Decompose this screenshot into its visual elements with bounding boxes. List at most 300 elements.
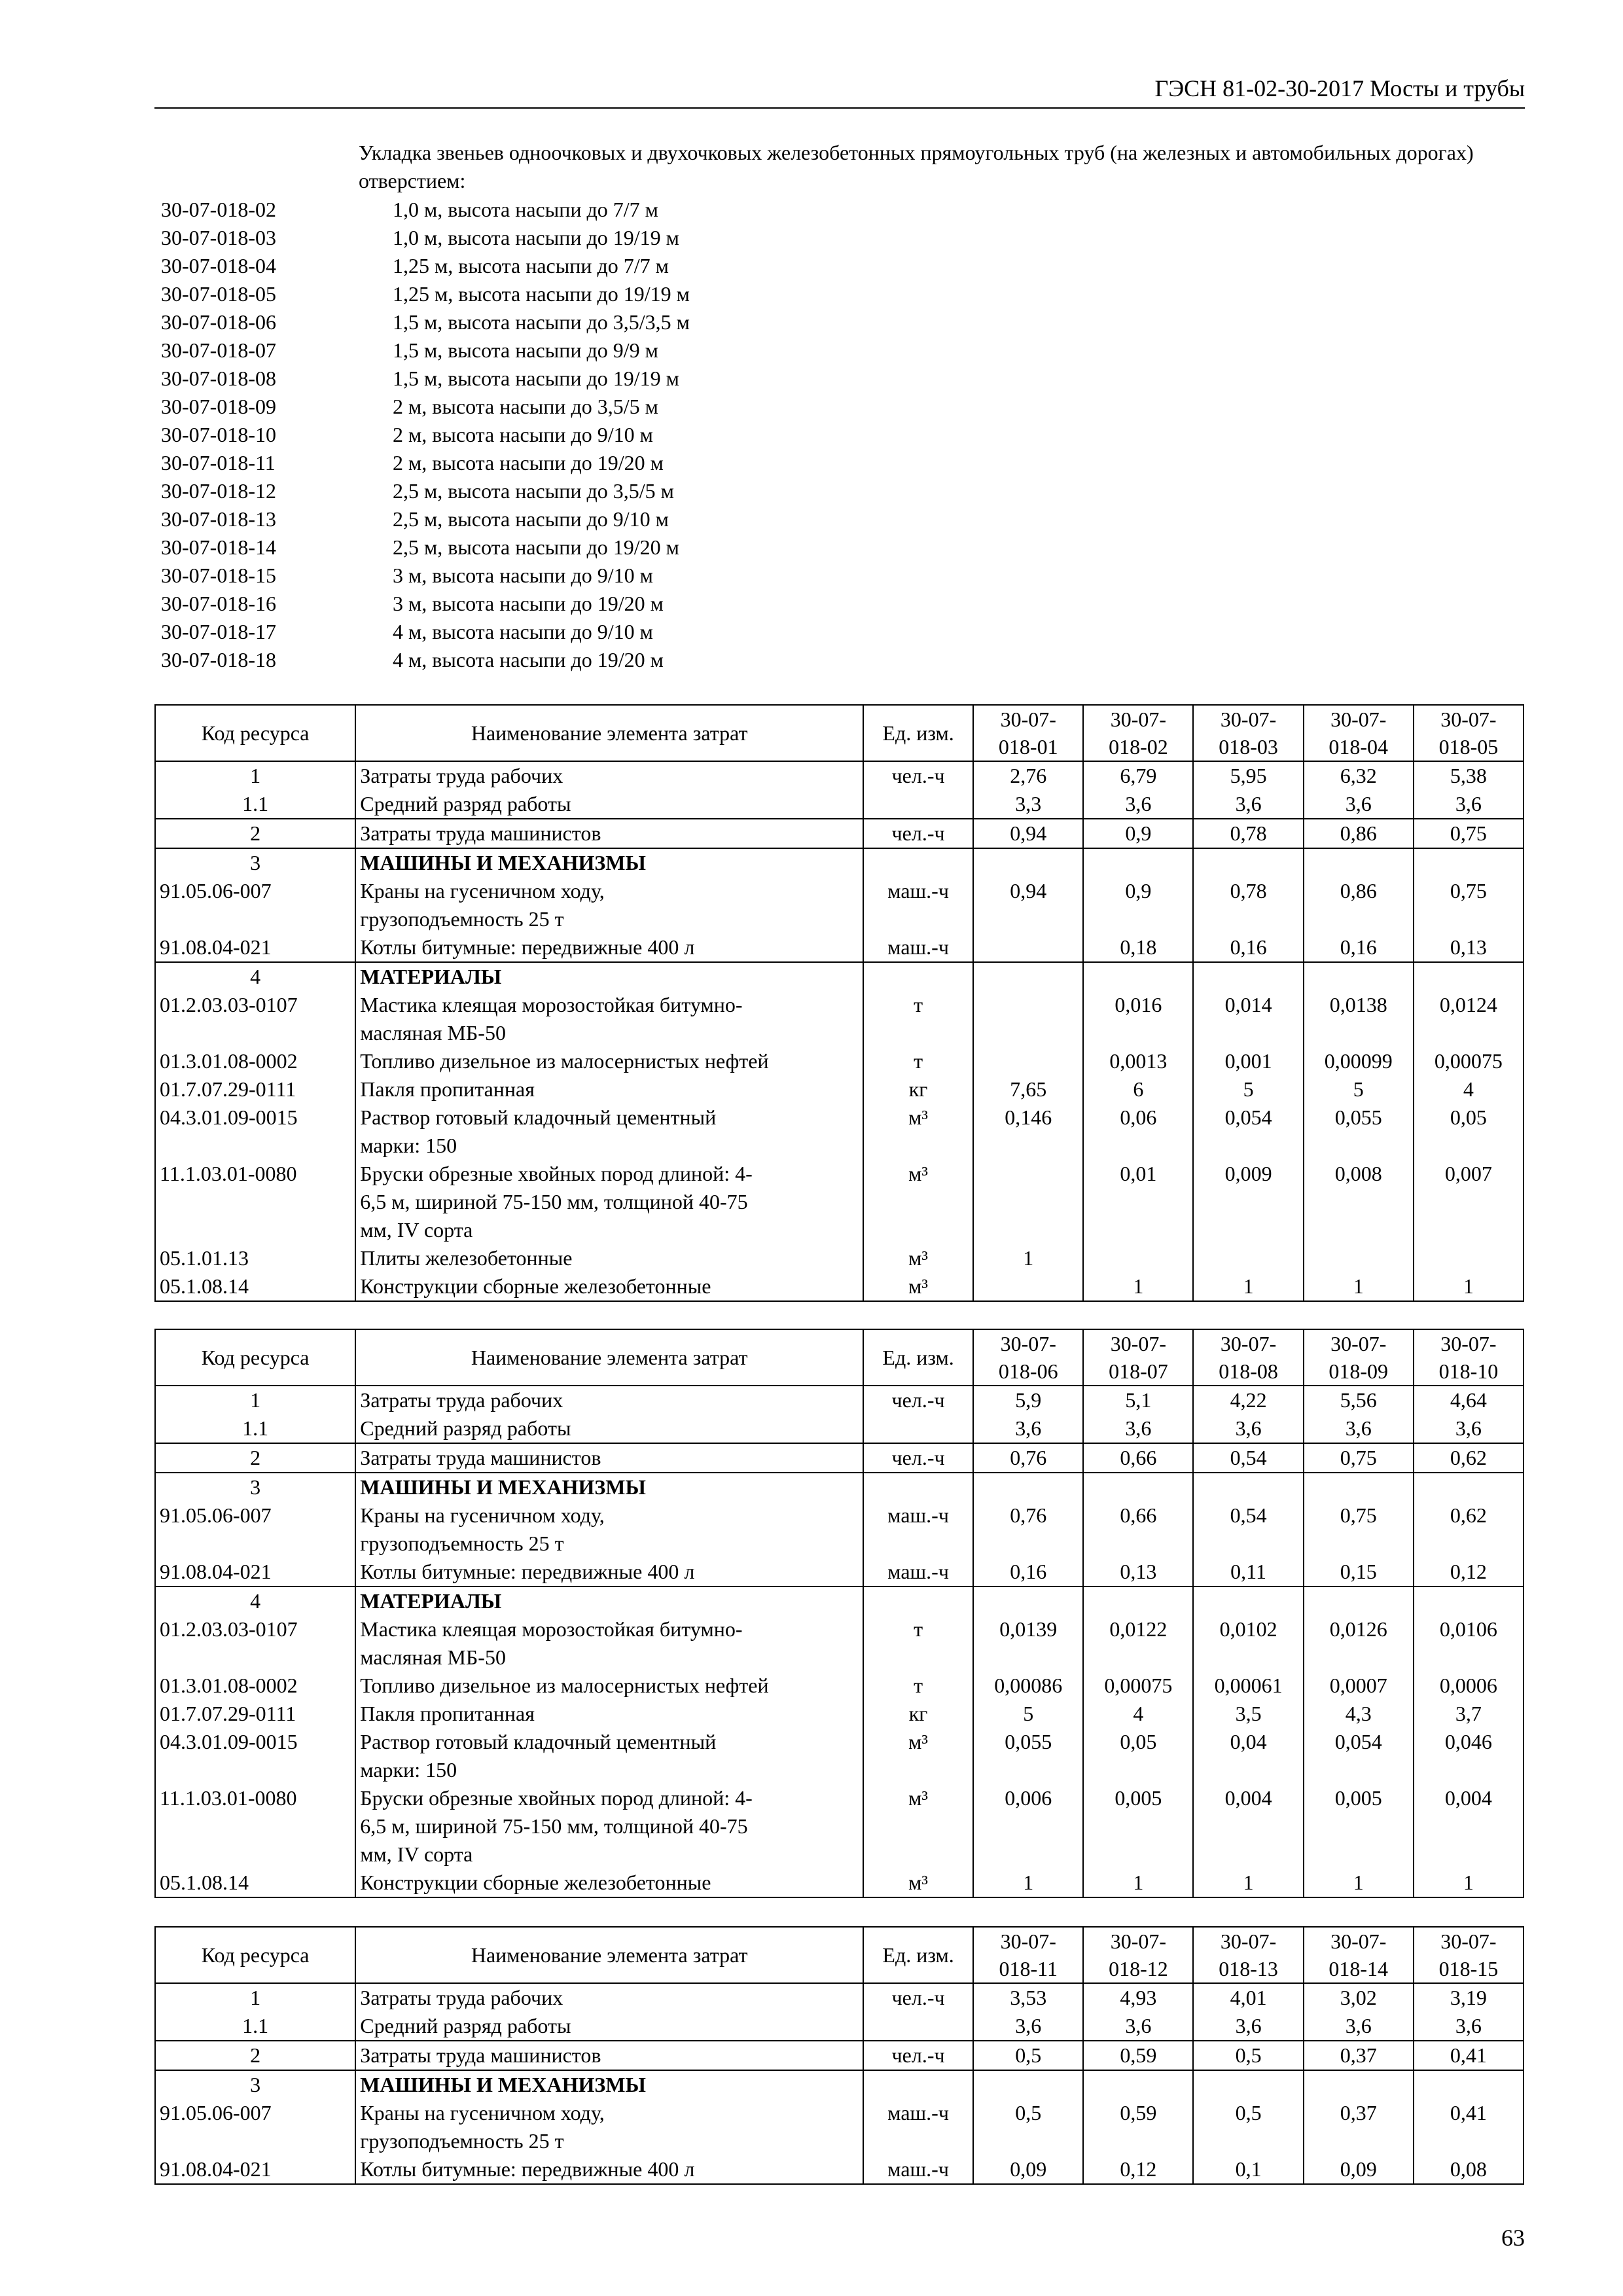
code-description: 2 м, высота насыпи до 3,5/5 м: [393, 395, 658, 418]
resource-value: 0,005: [1083, 1784, 1193, 1869]
resource-name: МАТЕРИАЛЫ: [355, 1587, 863, 1615]
resource-unit: маш.-ч: [863, 1501, 973, 1558]
resource-value: 0,76: [973, 1501, 1083, 1558]
resource-unit: т: [863, 1047, 973, 1075]
resource-value: 0,001: [1193, 1047, 1303, 1075]
resource-code: 2: [155, 819, 355, 848]
table-row: [155, 933, 1524, 962]
resource-value: 6,32: [1304, 761, 1414, 790]
resource-name: МАШИНЫ И МЕХАНИЗМЫ: [355, 2070, 863, 2099]
resource-unit: маш.-ч: [863, 1558, 973, 1587]
resource-value: 6: [1083, 1075, 1193, 1103]
resource-value: 3,6: [1414, 1414, 1524, 1443]
resource-value: 0,0006: [1414, 1672, 1524, 1700]
resource-value: 3,6: [1083, 1414, 1193, 1443]
resource-value: 3,6: [1414, 2012, 1524, 2041]
resource-value: [1304, 1587, 1414, 1615]
resource-value: 0,00075: [1083, 1672, 1193, 1700]
header-norm-code: 30-07- 018-02: [1083, 705, 1193, 761]
resource-value: 4,22: [1193, 1386, 1303, 1414]
resource-value: 0,1: [1193, 2155, 1303, 2184]
resource-value: 0,009: [1193, 1160, 1303, 1244]
table-row: [155, 1443, 1524, 1473]
resource-name: Мастика клеящая морозостойкая битумно- масляная МБ-50: [355, 1615, 863, 1672]
table-row: [155, 1272, 1524, 1301]
resource-value: 3,53: [973, 1983, 1083, 2012]
resource-value: 0,0126: [1304, 1615, 1414, 1672]
header-norm-code: 30-07- 018-13: [1193, 1927, 1303, 1983]
resource-name: Мастика клеящая морозостойкая битумно- масляная МБ-50: [355, 991, 863, 1047]
resource-name: Краны на гусеничном ходу, грузоподъемность 25 т: [355, 877, 863, 933]
resource-value: 4,3: [1304, 1700, 1414, 1728]
resource-name: МАШИНЫ И МЕХАНИЗМЫ: [355, 848, 863, 877]
code-number: 30-07-018-02: [161, 198, 276, 221]
resource-code: 01.7.07.29-0111: [155, 1075, 355, 1103]
resource-code: 91.08.04-021: [155, 2155, 355, 2184]
resource-value: 0,0139: [973, 1615, 1083, 1672]
resource-value: 0,75: [1414, 877, 1524, 933]
resource-value: 2,76: [973, 761, 1083, 790]
resource-unit: кг: [863, 1075, 973, 1103]
resource-value: 0,046: [1414, 1728, 1524, 1784]
resource-value: 0,62: [1414, 1501, 1524, 1558]
resource-value: 1: [1083, 1272, 1193, 1301]
resource-name: Краны на гусеничном ходу, грузоподъемность 25 т: [355, 1501, 863, 1558]
resource-value: 0,86: [1304, 877, 1414, 933]
code-list-item: [161, 477, 1077, 505]
resource-code: 91.05.06-007: [155, 877, 355, 933]
table-header-row: [155, 1329, 1524, 1386]
resource-unit: [863, 2012, 973, 2041]
code-number: 30-07-018-05: [161, 282, 276, 306]
resource-value: 1: [1193, 1272, 1303, 1301]
page-header: [154, 71, 1525, 109]
code-list-item: [161, 590, 1077, 618]
table-row: [155, 1386, 1524, 1414]
resource-unit: чел.-ч: [863, 1386, 973, 1414]
table-row: [155, 991, 1524, 1047]
resource-value: 0,08: [1414, 2155, 1524, 2184]
resource-value: [1414, 848, 1524, 877]
resource-unit: маш.-ч: [863, 2099, 973, 2155]
resource-value: 3,7: [1414, 1700, 1524, 1728]
header-norm-code: 30-07- 018-10: [1414, 1329, 1524, 1386]
resource-value: 3,6: [1304, 2012, 1414, 2041]
resource-name: Котлы битумные: передвижные 400 л: [355, 933, 863, 962]
resource-value: 0,0013: [1083, 1047, 1193, 1075]
resource-value: 0,15: [1304, 1558, 1414, 1587]
resource-value: 0,16: [1304, 933, 1414, 962]
resource-unit: чел.-ч: [863, 819, 973, 848]
resource-unit: т: [863, 1672, 973, 1700]
table-row: [155, 1784, 1524, 1869]
code-description: 2 м, высота насыпи до 19/20 м: [393, 451, 664, 475]
resource-code: 3: [155, 2070, 355, 2099]
resource-code: 01.2.03.03-0107: [155, 1615, 355, 1672]
resource-value: 0,37: [1304, 2099, 1414, 2155]
code-description: 1,0 м, высота насыпи до 7/7 м: [393, 198, 658, 221]
resource-value: 5: [973, 1700, 1083, 1728]
page-number: 63: [1501, 2225, 1525, 2251]
header-norm-code: 30-07- 018-07: [1083, 1329, 1193, 1386]
resource-value: 0,5: [973, 2099, 1083, 2155]
header-norm-code: 30-07- 018-08: [1193, 1329, 1303, 1386]
resource-code: 4: [155, 962, 355, 991]
resource-name: Плиты железобетонные: [355, 1244, 863, 1272]
table-row: [155, 1700, 1524, 1728]
resource-value: 5: [1193, 1075, 1303, 1103]
resource-value: 3,6: [1193, 790, 1303, 819]
resource-unit: чел.-ч: [863, 1983, 973, 2012]
resource-code: 1.1: [155, 790, 355, 819]
resource-unit: м³: [863, 1869, 973, 1897]
resource-value: 3,6: [973, 1414, 1083, 1443]
resource-unit: маш.-ч: [863, 933, 973, 962]
resource-value: [973, 1473, 1083, 1501]
code-list-item: [161, 421, 1077, 449]
table-row: [155, 877, 1524, 933]
code-description: 1,25 м, высота насыпи до 19/19 м: [393, 282, 690, 306]
table-row: [155, 2041, 1524, 2070]
code-description: 1,25 м, высота насыпи до 7/7 м: [393, 254, 669, 278]
resource-name: Котлы битумные: передвижные 400 л: [355, 1558, 863, 1587]
resource-value: 0,9: [1083, 877, 1193, 933]
table-row: [155, 1672, 1524, 1700]
code-number: 30-07-018-12: [161, 479, 276, 503]
resource-name: Топливо дизельное из малосернистых нефтей: [355, 1047, 863, 1075]
resource-name: Затраты труда машинистов: [355, 1443, 863, 1473]
resource-value: [1304, 848, 1414, 877]
resource-code: 04.3.01.09-0015: [155, 1728, 355, 1784]
code-list-item: [161, 449, 1077, 477]
resource-value: 0,00086: [973, 1672, 1083, 1700]
resource-value: [973, 1160, 1083, 1244]
resource-name: Раствор готовый кладочный цементный марки: 150: [355, 1728, 863, 1784]
resource-value: 0,59: [1083, 2041, 1193, 2070]
code-description: 4 м, высота насыпи до 19/20 м: [393, 648, 664, 672]
table-row: [155, 1558, 1524, 1587]
resource-value: [1414, 1587, 1524, 1615]
resource-value: 0,75: [1304, 1443, 1414, 1473]
resource-name: Бруски обрезные хвойных пород длиной: 4- 6,5 м, шириной 75-150 мм, толщиной 40-75 мм, IV сорта: [355, 1784, 863, 1869]
table-row: [155, 1103, 1524, 1160]
resource-code: 4: [155, 1587, 355, 1615]
resource-value: [973, 1272, 1083, 1301]
resource-code: 1: [155, 1983, 355, 2012]
resource-code: 1.1: [155, 2012, 355, 2041]
table-row: [155, 1869, 1524, 1897]
resource-value: 4,64: [1414, 1386, 1524, 1414]
code-number: 30-07-018-13: [161, 507, 276, 531]
resource-value: [1414, 1244, 1524, 1272]
code-description: 2,5 м, высота насыпи до 19/20 м: [393, 535, 679, 559]
resource-value: 0,0138: [1304, 991, 1414, 1047]
header-norm-code: 30-07- 018-01: [973, 705, 1083, 761]
code-number: 30-07-018-03: [161, 226, 276, 249]
resource-name: Средний разряд работы: [355, 2012, 863, 2041]
resource-value: 0,5: [1193, 2041, 1303, 2070]
resource-value: 0,66: [1083, 1501, 1193, 1558]
header-unit: Ед. изм.: [863, 705, 973, 761]
resource-value: 5,95: [1193, 761, 1303, 790]
code-list-item: [161, 618, 1077, 646]
resource-value: 7,65: [973, 1075, 1083, 1103]
resource-name: Топливо дизельное из малосернистых нефтей: [355, 1672, 863, 1700]
table-row: [155, 819, 1524, 848]
resource-value: [973, 991, 1083, 1047]
resource-value: 0,94: [973, 819, 1083, 848]
resource-value: 0,055: [1304, 1103, 1414, 1160]
resource-unit: м³: [863, 1103, 973, 1160]
code-list-item: [161, 252, 1077, 280]
resource-value: 0,12: [1083, 2155, 1193, 2184]
resource-unit: м³: [863, 1728, 973, 1784]
resource-value: 3,6: [1414, 790, 1524, 819]
resource-unit: т: [863, 1615, 973, 1672]
resource-value: [1083, 2070, 1193, 2099]
resource-value: 0,94: [973, 877, 1083, 933]
resource-code: 04.3.01.09-0015: [155, 1103, 355, 1160]
resource-value: 1: [1304, 1869, 1414, 1897]
resource-value: 0,13: [1414, 933, 1524, 962]
resource-value: 4: [1083, 1700, 1193, 1728]
resource-unit: [863, 2070, 973, 2099]
code-description: 1,0 м, высота насыпи до 19/19 м: [393, 226, 679, 249]
header-norm-code: 30-07- 018-11: [973, 1927, 1083, 1983]
header-norm-code: 30-07- 018-15: [1414, 1927, 1524, 1983]
resource-value: 0,04: [1193, 1728, 1303, 1784]
resource-value: 0,09: [973, 2155, 1083, 2184]
resource-code: 91.08.04-021: [155, 1558, 355, 1587]
resource-table-1: [154, 704, 1524, 1302]
resource-value: 1: [1193, 1869, 1303, 1897]
resource-name: МАШИНЫ И МЕХАНИЗМЫ: [355, 1473, 863, 1501]
resource-code: 11.1.03.01-0080: [155, 1784, 355, 1869]
resource-name: Пакля пропитанная: [355, 1700, 863, 1728]
resource-value: [973, 848, 1083, 877]
table-row: [155, 1047, 1524, 1075]
resource-value: 0,00075: [1414, 1047, 1524, 1075]
code-number: 30-07-018-10: [161, 423, 276, 446]
resource-code: 1.1: [155, 1414, 355, 1443]
resource-value: 0,78: [1193, 819, 1303, 848]
header-norm-code: 30-07- 018-14: [1304, 1927, 1414, 1983]
table-row: [155, 790, 1524, 819]
resource-name: Бруски обрезные хвойных пород длиной: 4- 6,5 м, шириной 75-150 мм, толщиной 40-75 мм, IV сорта: [355, 1160, 863, 1244]
code-number: 30-07-018-15: [161, 564, 276, 587]
resource-value: 0,008: [1304, 1160, 1414, 1244]
resource-unit: [863, 848, 973, 877]
resource-name: Котлы битумные: передвижные 400 л: [355, 2155, 863, 2184]
resource-value: [1414, 962, 1524, 991]
resource-name: Затраты труда рабочих: [355, 1983, 863, 2012]
resource-value: [1083, 1244, 1193, 1272]
resource-value: 0,0106: [1414, 1615, 1524, 1672]
resource-value: 3,02: [1304, 1983, 1414, 2012]
table-header-row: [155, 705, 1524, 761]
resource-value: 5,9: [973, 1386, 1083, 1414]
resource-unit: м³: [863, 1784, 973, 1869]
code-number: 30-07-018-08: [161, 367, 276, 390]
resource-value: [1414, 2070, 1524, 2099]
code-list-item: [161, 365, 1077, 393]
resource-unit: м³: [863, 1272, 973, 1301]
resource-value: 0,66: [1083, 1443, 1193, 1473]
resource-value: [1304, 1473, 1414, 1501]
resource-value: [1193, 2070, 1303, 2099]
resource-name: Пакля пропитанная: [355, 1075, 863, 1103]
resource-value: 0,5: [973, 2041, 1083, 2070]
resource-unit: кг: [863, 1700, 973, 1728]
resource-value: [973, 1587, 1083, 1615]
resource-value: 3,3: [973, 790, 1083, 819]
code-number: 30-07-018-07: [161, 338, 276, 362]
resource-unit: чел.-ч: [863, 761, 973, 790]
resource-value: 0,11: [1193, 1558, 1303, 1587]
resource-value: 0,5: [1193, 2099, 1303, 2155]
header-norm-code: 30-07- 018-09: [1304, 1329, 1414, 1386]
resource-value: 5,38: [1414, 761, 1524, 790]
resource-value: 0,06: [1083, 1103, 1193, 1160]
resource-value: 5,56: [1304, 1386, 1414, 1414]
resource-value: 5: [1304, 1075, 1414, 1103]
resource-code: 01.7.07.29-0111: [155, 1700, 355, 1728]
resource-value: 0,004: [1414, 1784, 1524, 1869]
resource-table-2: [154, 1329, 1524, 1898]
resource-code: 11.1.03.01-0080: [155, 1160, 355, 1244]
code-description: 2,5 м, высота насыпи до 3,5/5 м: [393, 479, 674, 503]
resource-value: 0,62: [1414, 1443, 1524, 1473]
resource-unit: [863, 1473, 973, 1501]
resource-value: 0,59: [1083, 2099, 1193, 2155]
table-row: [155, 2012, 1524, 2041]
resource-code: 91.05.06-007: [155, 2099, 355, 2155]
resource-name: Конструкции сборные железобетонные: [355, 1869, 863, 1897]
resource-name: Затраты труда рабочих: [355, 1386, 863, 1414]
code-list-item: [161, 308, 1077, 336]
table-row: [155, 2155, 1524, 2184]
code-number: 30-07-018-06: [161, 310, 276, 334]
resource-value: 0,004: [1193, 1784, 1303, 1869]
table-row: [155, 1160, 1524, 1244]
resource-value: 1: [1083, 1869, 1193, 1897]
resource-value: 0,76: [973, 1443, 1083, 1473]
resource-value: 4: [1414, 1075, 1524, 1103]
table-row: [155, 1587, 1524, 1615]
resource-value: 0,146: [973, 1103, 1083, 1160]
code-description: 4 м, высота насыпи до 9/10 м: [393, 620, 653, 643]
resource-value: 0,12: [1414, 1558, 1524, 1587]
table-row: [155, 1244, 1524, 1272]
resource-unit: маш.-ч: [863, 877, 973, 933]
resource-value: 0,006: [973, 1784, 1083, 1869]
table-row: [155, 1501, 1524, 1558]
header-name: Наименование элемента затрат: [355, 1329, 863, 1386]
resource-code: 1: [155, 1386, 355, 1414]
resource-value: [1304, 1244, 1414, 1272]
header-norm-code: 30-07- 018-03: [1193, 705, 1303, 761]
resource-value: 3,6: [1083, 2012, 1193, 2041]
resource-name: Краны на гусеничном ходу, грузоподъемность 25 т: [355, 2099, 863, 2155]
resource-value: [1083, 848, 1193, 877]
document-title: ГЭСН 81-02-30-2017 Мосты и трубы: [1154, 75, 1525, 101]
resource-value: 0,014: [1193, 991, 1303, 1047]
resource-value: 3,6: [1083, 790, 1193, 819]
resource-value: 0,54: [1193, 1501, 1303, 1558]
resource-unit: маш.-ч: [863, 2155, 973, 2184]
code-description: 2,5 м, высота насыпи до 9/10 м: [393, 507, 669, 531]
resource-value: 0,055: [973, 1728, 1083, 1784]
resource-value: 4,93: [1083, 1983, 1193, 2012]
resource-code: 01.3.01.08-0002: [155, 1672, 355, 1700]
table-row: [155, 1983, 1524, 2012]
resource-name: Затраты труда машинистов: [355, 819, 863, 848]
code-list-item: [161, 505, 1077, 533]
resource-unit: [863, 1414, 973, 1443]
resource-value: [1193, 1473, 1303, 1501]
resource-value: 3,6: [1193, 2012, 1303, 2041]
resource-value: [1414, 1473, 1524, 1501]
header-norm-code: 30-07- 018-12: [1083, 1927, 1193, 1983]
code-description: 1,5 м, высота насыпи до 3,5/3,5 м: [393, 310, 690, 334]
resource-value: 0,054: [1304, 1728, 1414, 1784]
code-list-item: [161, 196, 1077, 224]
resource-code: 3: [155, 1473, 355, 1501]
resource-value: 0,86: [1304, 819, 1414, 848]
resource-name: Раствор готовый кладочный цементный марки: 150: [355, 1103, 863, 1160]
resource-value: 1: [973, 1869, 1083, 1897]
code-list-item: [161, 646, 1077, 674]
header-unit: Ед. изм.: [863, 1927, 973, 1983]
code-list-item: [161, 224, 1077, 252]
resource-value: 0,00061: [1193, 1672, 1303, 1700]
resource-code: 05.1.08.14: [155, 1869, 355, 1897]
table-header-row: [155, 1927, 1524, 1983]
resource-value: 0,054: [1193, 1103, 1303, 1160]
header-unit: Ед. изм.: [863, 1329, 973, 1386]
resource-value: 0,16: [1193, 933, 1303, 962]
resource-value: 3,6: [973, 2012, 1083, 2041]
resource-value: 6,79: [1083, 761, 1193, 790]
resource-code: 3: [155, 848, 355, 877]
code-number: 30-07-018-14: [161, 535, 276, 559]
resource-value: [1083, 1473, 1193, 1501]
resource-value: 0,007: [1414, 1160, 1524, 1244]
resource-table-3: [154, 1926, 1524, 2185]
resource-value: [973, 962, 1083, 991]
resource-value: 0,0124: [1414, 991, 1524, 1047]
header-norm-code: 30-07- 018-05: [1414, 705, 1524, 761]
resource-value: [1304, 2070, 1414, 2099]
resource-unit: [863, 1587, 973, 1615]
code-number: 30-07-018-04: [161, 254, 276, 278]
resource-value: 3,5: [1193, 1700, 1303, 1728]
resource-name: Конструкции сборные железобетонные: [355, 1272, 863, 1301]
table-row: [155, 962, 1524, 991]
resource-value: 0,41: [1414, 2099, 1524, 2155]
resource-code: 1: [155, 761, 355, 790]
resource-value: 3,6: [1304, 790, 1414, 819]
resource-value: [973, 933, 1083, 962]
resource-value: 1: [973, 1244, 1083, 1272]
table-row: [155, 848, 1524, 877]
code-description: 1,5 м, высота насыпи до 19/19 м: [393, 367, 679, 390]
resource-code: 05.1.01.13: [155, 1244, 355, 1272]
resource-value: 0,78: [1193, 877, 1303, 933]
resource-value: [1193, 1244, 1303, 1272]
resource-code: 91.08.04-021: [155, 933, 355, 962]
resource-name: МАТЕРИАЛЫ: [355, 962, 863, 991]
